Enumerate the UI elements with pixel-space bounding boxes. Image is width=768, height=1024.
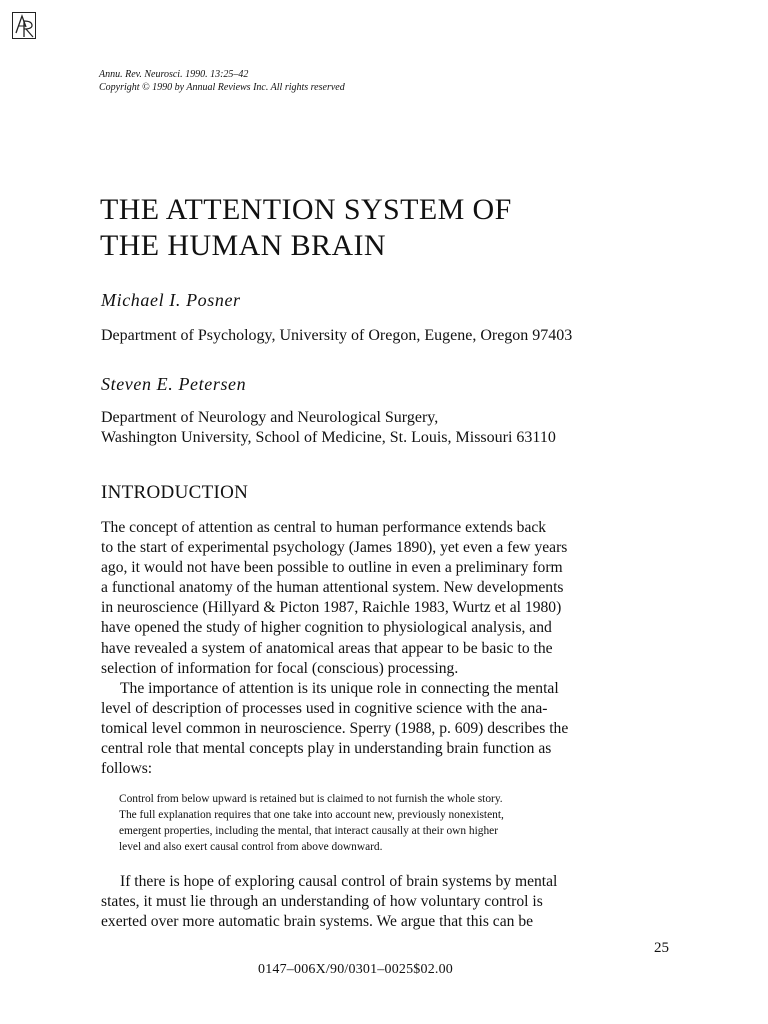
quote-line: The full explanation requires that one take into account new, previously nonexistent, <box>119 808 504 821</box>
text-line: follows: <box>101 760 153 778</box>
text-line: states, it must lie through an understanding of how voluntary control is <box>101 893 543 911</box>
affiliation-line: Washington University, School of Medicine, St. Louis, Missouri 63110 <box>101 429 556 446</box>
affiliation-line: Department of Neurology and Neurological Surgery, <box>101 409 439 426</box>
affiliation-line: Department of Psychology, University of Oregon, Eugene, Oregon 97403 <box>101 327 573 344</box>
section-heading: INTRODUCTION <box>101 482 249 503</box>
text-line: exerted over more automatic brain systems. We argue that this can be <box>101 913 534 931</box>
journal-citation-block <box>99 68 519 94</box>
quote-line: Control from below upward is retained but is claimed to not furnish the whole story. <box>119 793 503 805</box>
price-code: 0147–006X/90/0301–0025$02.00 <box>258 962 453 977</box>
body-paragraph <box>101 679 666 779</box>
annual-reviews-logo-icon <box>12 12 36 39</box>
author-affiliation <box>101 326 671 346</box>
author-name: Steven E. Petersen <box>101 374 247 394</box>
author-name: Michael I. Posner <box>101 290 241 310</box>
text-line: level of description of processes used in cognitive science with the ana- <box>101 700 548 718</box>
text-line: a functional anatomy of the human attentional system. New developments <box>101 579 564 597</box>
text-line: If there is hope of exploring causal control of brain systems by mental <box>120 873 558 890</box>
text-line: have revealed a system of anatomical areas that appear to be basic to the <box>101 639 553 657</box>
author-affiliation <box>101 408 671 448</box>
copyright-notice: Copyright © 1990 by Annual Reviews Inc. All rights reserved <box>99 82 345 93</box>
text-line: have opened the study of higher cognition to physiological analysis, and <box>101 619 552 637</box>
title-line: THE HUMAN BRAIN <box>100 229 386 262</box>
title-line: THE ATTENTION SYSTEM OF <box>100 193 512 226</box>
text-line: The concept of attention as central to human performance extends back <box>101 519 547 536</box>
text-line: selection of information for focal (conscious) processing. <box>101 659 459 677</box>
text-line: The importance of attention is its unique role in connecting the mental <box>120 680 559 697</box>
text-line: ago, it would not have been possible to outline in even a preliminary form <box>101 559 563 577</box>
text-line: tomical level common in neuroscience. Sperry (1988, p. 609) describes the <box>101 720 569 738</box>
body-paragraph <box>101 872 666 932</box>
text-line: to the start of experimental psychology (James 1890), yet even a few years <box>101 539 568 557</box>
page-number: 25 <box>654 940 669 956</box>
text-line: central role that mental concepts play in understanding brain function as <box>101 740 552 758</box>
quote-line: emergent properties, including the mental, that interact causally at their own higher <box>119 824 499 837</box>
journal-citation: Annu. Rev. Neurosci. 1990. 13:25–42 <box>99 69 249 80</box>
body-paragraph <box>101 518 666 679</box>
block-quote <box>119 792 659 856</box>
text-line: in neuroscience (Hillyard & Picton 1987, Raichle 1983, Wurtz et al 1980) <box>101 599 562 617</box>
article-title <box>100 192 660 264</box>
quote-line: level and also exert causal control from above downward. <box>119 840 383 853</box>
